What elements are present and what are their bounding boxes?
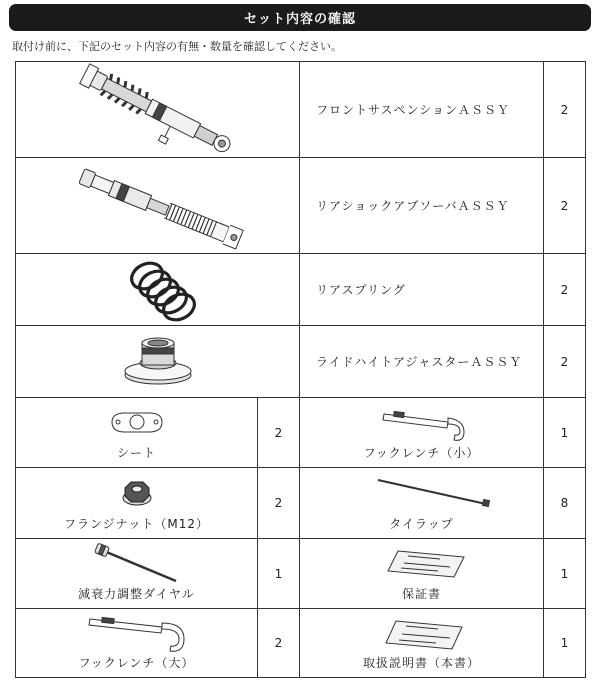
hook-wrench-large-name: フックレンチ（大） [78, 656, 195, 670]
table-row-image-cell [15, 61, 300, 158]
hook-wrench-large-image-cell [15, 608, 258, 678]
tie-wrap-name: タイラップ [389, 517, 454, 531]
damping-dial-qty: 1 [274, 566, 283, 581]
table-row-image-cell [15, 253, 300, 326]
tie-wrap-qty-cell [543, 467, 586, 539]
manual-qty: 1 [560, 636, 569, 650]
manual-image-cell [299, 608, 544, 678]
flange-nut-name: フランジナット（M12） [63, 517, 210, 531]
manual-qty-cell [543, 608, 586, 678]
manual-name: 取扱説明書（本書） [362, 656, 480, 670]
tie-wrap-qty: 8 [560, 496, 569, 510]
damping-dial-name: 減衰力調整ダイヤル [78, 587, 195, 601]
damping-dial-image-cell [15, 538, 258, 609]
rear-spring-qty: 2 [560, 282, 569, 297]
rear-shock-name-cell [299, 157, 544, 254]
warranty-name: 保証書 [401, 587, 441, 601]
seat-qty-cell [257, 397, 300, 468]
page-title-bar [9, 4, 591, 31]
rear-shock-qty: 2 [560, 198, 569, 213]
table-row-image-cell [15, 325, 300, 398]
flange-nut-qty: 2 [274, 496, 283, 510]
seat-image-cell [15, 397, 258, 468]
front-suspension-qty-cell [543, 61, 586, 158]
warranty-image-cell [299, 538, 544, 609]
rear-shock-illustration [16, 158, 301, 255]
table-row-image-cell [15, 157, 300, 254]
seat-name: シート [116, 446, 156, 460]
seat-qty: 2 [274, 425, 283, 440]
damping-dial-qty-cell [257, 538, 300, 609]
front-suspension-qty: 2 [560, 102, 569, 117]
ride-height-adjuster-name: ライドハイトアジャスターＡＳＳＹ [316, 355, 523, 369]
front-suspension-name-cell [299, 61, 544, 158]
warranty-qty-cell [543, 538, 586, 609]
rear-spring-qty-cell [543, 253, 586, 326]
front-suspension-illustration [16, 62, 301, 159]
flange-nut-qty-cell [257, 467, 300, 539]
warranty-qty: 1 [560, 566, 569, 581]
rear-spring-name-cell [299, 253, 544, 326]
ride-height-adjuster-qty-cell [543, 325, 586, 398]
rear-spring-illustration [16, 254, 301, 327]
parts-table [15, 61, 586, 678]
hook-wrench-large-qty-cell [257, 608, 300, 678]
hook-wrench-small-image-cell [299, 397, 544, 468]
front-suspension-name: フロントサスペンションＡＳＳＹ [316, 103, 510, 117]
page-title: セット内容の確認 [243, 12, 356, 27]
ride-height-adjuster-illustration [16, 326, 301, 399]
flange-nut-image-cell [15, 467, 258, 539]
hook-wrench-small-name: フックレンチ（小） [363, 446, 480, 460]
rear-shock-qty-cell [543, 157, 586, 254]
hook-wrench-small-qty: 1 [560, 425, 569, 440]
ride-height-adjuster-name-cell [299, 325, 544, 398]
rear-spring-name: リアスプリング [316, 283, 406, 297]
ride-height-adjuster-qty: 2 [560, 354, 569, 369]
intro-text: 取付け前に、下記のセット内容の有無・数量を確認してください。 [12, 40, 342, 53]
tie-wrap-image-cell [299, 467, 544, 539]
hook-wrench-large-qty: 2 [274, 636, 283, 650]
rear-shock-name: リアショックアブソーバＡＳＳＹ [316, 199, 510, 213]
hook-wrench-small-qty-cell [543, 397, 586, 468]
